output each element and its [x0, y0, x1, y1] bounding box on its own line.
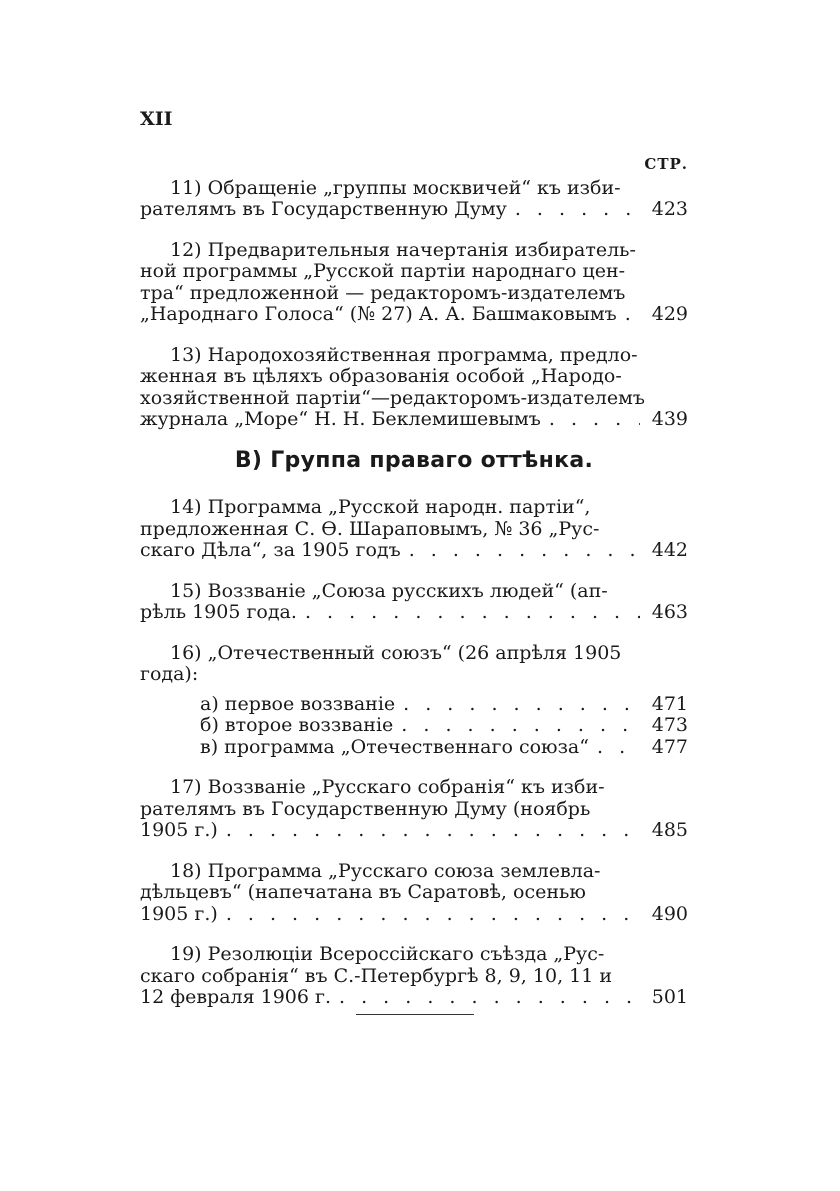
entry-line: рателямъ въ Государственную Думу (ноябрь — [140, 797, 591, 820]
entry-line: 13) Народохозяйственная программа, предло- — [170, 343, 638, 366]
dot-leader — [617, 304, 640, 326]
entry-page-number: 485 — [651, 819, 688, 841]
subitem: а) первое воззваніе . . . 471 — [200, 694, 688, 716]
toc-entry-16 — [140, 643, 688, 759]
subitem-page-number: 473 — [651, 714, 688, 736]
dot-leader — [507, 199, 640, 221]
section-heading: В) Группа праваго оттѣнка. — [234, 447, 594, 473]
entry-line: скаго собранія“ въ С.-Петербургѣ 8, 9, 10, 11 и — [140, 964, 613, 987]
entry-line: рателямъ въ Государственную Думу . . . 423 — [140, 199, 688, 221]
entry-page-number: 423 — [651, 198, 688, 220]
entry-page-number: 429 — [651, 303, 688, 325]
entry-page-number: 442 — [651, 539, 688, 561]
entry-line: скаго Дѣла“, за 1905 годъ . . . 442 — [140, 540, 688, 562]
entry-line: 14) Программа „Русской народн. партіи“, — [170, 496, 591, 518]
dot-leader — [218, 820, 640, 842]
entry-line: тра“ предложенной — редакторомъ-издателемъ — [140, 281, 626, 304]
toc-entry — [140, 240, 688, 326]
toc-entry — [140, 944, 688, 1009]
dot-leader — [393, 715, 640, 737]
dot-leader — [297, 602, 640, 624]
entry-line: ной программы „Русской партіи народнаго цен- — [140, 260, 626, 282]
dot-leader — [541, 409, 640, 431]
page-column-label: СТР. — [644, 155, 688, 173]
entry-line: 1905 г.) . . . 485 — [140, 820, 688, 842]
entry-page-number: 439 — [651, 408, 688, 430]
entry-line: 17) Воззваніе „Русскаго собранія“ къ изби- — [170, 776, 605, 798]
toc-entry — [140, 497, 688, 562]
entry-line: года): — [140, 663, 199, 685]
subitem-page-number: 471 — [651, 692, 688, 715]
page-number: XII — [140, 108, 173, 130]
entry-line: 12 февраля 1906 г. . . . 501 — [140, 987, 688, 1009]
entry-line: 15) Воззваніе „Союза русскихъ людей“ (ап- — [170, 579, 608, 602]
table-of-contents — [140, 154, 688, 1028]
entry-line: 19) Резолюціи Всероссійскаго съѣзда „Рус- — [170, 943, 605, 965]
entry-page-number: 501 — [651, 986, 688, 1008]
entry-line: женная въ цѣляхъ образованія особой „Народо- — [140, 365, 622, 387]
entry-group-b — [140, 497, 688, 624]
toc-entry — [140, 345, 688, 431]
entry-line: 18) Программа „Русскаго союза землевла- — [170, 859, 601, 882]
subitem: б) второе воззваніе . . . 473 — [200, 715, 688, 737]
subitem-list — [140, 694, 688, 759]
toc-entry — [140, 581, 688, 624]
toc-entry — [140, 777, 688, 842]
dot-leader — [331, 987, 640, 1009]
entry-line: 16) „Отечественный союзъ“ (26 апрѣля 1905 — [170, 641, 622, 664]
dot-leader — [395, 694, 640, 716]
entry-line: хозяйственной партіи“—редакторомъ-издателемъ — [140, 386, 645, 409]
dot-leader — [218, 904, 640, 926]
toc-entry — [140, 861, 688, 926]
entry-group-a — [140, 178, 688, 431]
entry-line: 1905 г.) . . . 490 — [140, 904, 688, 926]
entry-line: дѣльцевъ“ (напечатана въ Саратовѣ, осенью — [140, 881, 586, 903]
entry-page-number: 490 — [651, 902, 688, 925]
entry-group-c — [140, 777, 688, 1009]
subitem-page-number: 477 — [651, 735, 688, 758]
entry-line: рѣль 1905 года. . . . 463 — [140, 602, 688, 624]
dot-leader — [401, 540, 640, 562]
subitem: в) программа „Отечественнаго союза“ . . . 477 — [200, 737, 688, 759]
entry-page-number: 463 — [651, 601, 688, 623]
entry-line: 11) Обращеніе „группы москвичей“ къ изби- — [170, 176, 621, 199]
entry-line: 12) Предварительныя начертанія избиратель- — [170, 238, 636, 261]
entry-line: журнала „Море“ Н. Н. Беклемишевымъ . . . 439 — [140, 409, 688, 431]
entry-line: предложенная С. Ѳ. Шараповымъ, № 36 „Рус- — [140, 517, 600, 540]
toc-entry — [140, 178, 688, 221]
entry-line: „Народнаго Голоса“ (№ 27) А. А. Башмаковымъ . . . 429 — [140, 304, 688, 326]
closing-rule — [356, 1014, 474, 1015]
dot-leader — [589, 737, 640, 759]
